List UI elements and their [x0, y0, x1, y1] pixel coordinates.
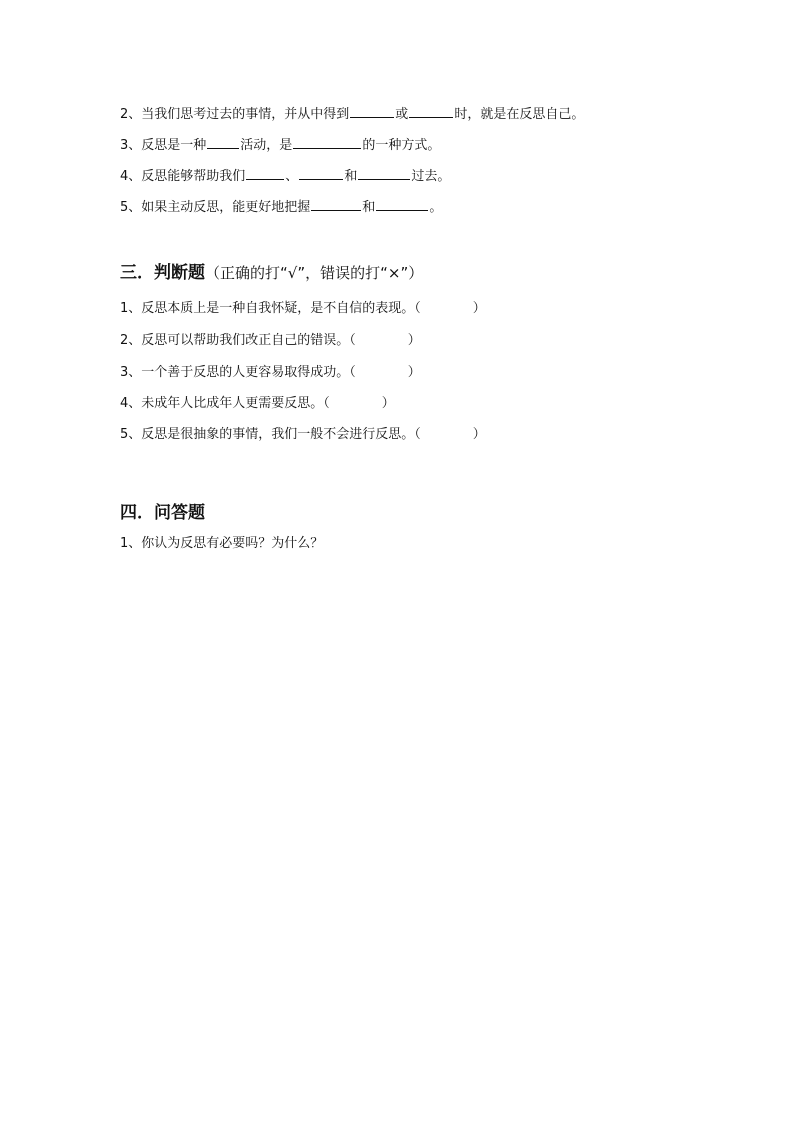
answer-blank[interactable]	[299, 166, 343, 180]
answer-blank[interactable]	[293, 135, 361, 149]
judgement-item-4: 4、未成年人比成年人更需要反思。（ ）	[120, 396, 395, 411]
answer-blank[interactable]	[207, 135, 239, 149]
answer-blank[interactable]	[350, 104, 394, 118]
judgement-item-1: 1、反思本质上是一种自我怀疑，是不自信的表现。（ ）	[120, 301, 486, 316]
fill-blank-question-2: 2、当我们思考过去的事情，并从中得到 或 时，就是在反思自己。	[120, 104, 584, 124]
question-item-1: 1、你认为反思有必要吗？为什么？	[120, 536, 324, 551]
fill-blank-question-3: 3、反思是一种 活动，是 的一种方式。	[120, 135, 440, 155]
answer-blank[interactable]	[376, 197, 428, 211]
judgement-item-5: 5、反思是很抽象的事情，我们一般不会进行反思。（ ）	[120, 427, 486, 442]
judgement-item-2: 2、反思可以帮助我们改正自己的错误。（ ）	[120, 333, 421, 348]
answer-blank[interactable]	[246, 166, 284, 180]
answer-blank[interactable]	[409, 104, 453, 118]
section-heading-questions: 四．问答题	[120, 503, 205, 523]
fill-blank-question-4: 4、反思能够帮助我们 、 和 过去。	[120, 166, 450, 186]
fill-blank-question-5: 5、如果主动反思，能更好地把握 和 。	[120, 197, 442, 217]
section-heading-judgement: 三．判断题（正确的打“√”，错误的打“×”）	[120, 263, 424, 283]
judgement-item-3: 3、一个善于反思的人更容易取得成功。（ ）	[120, 365, 421, 380]
answer-blank[interactable]	[358, 166, 410, 180]
answer-blank[interactable]	[311, 197, 361, 211]
